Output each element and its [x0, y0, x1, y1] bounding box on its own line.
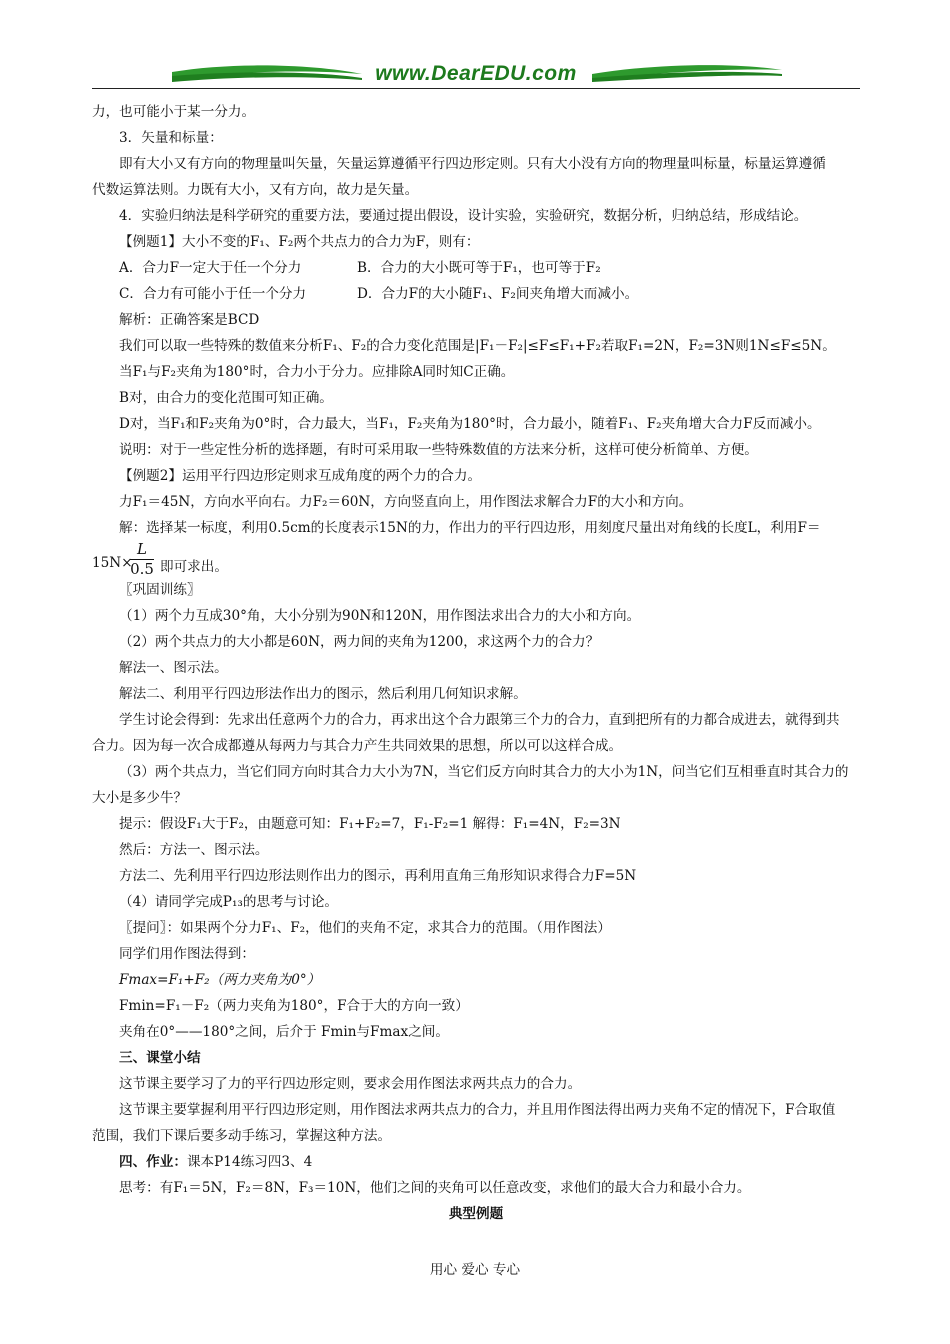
text-line: 〖巩固训练〗: [119, 582, 201, 598]
text-line: 解析：正确答案是BCD: [119, 312, 260, 328]
options-row: [92, 255, 860, 281]
text-line: 大小是多少牛？: [92, 790, 188, 806]
section-heading-homework: 四、作业：: [119, 1154, 187, 1170]
header-divider: [92, 88, 860, 89]
text-line: 解法二、利用平行四边形法作出力的图示，然后利用几何知识求解。: [119, 686, 527, 702]
fraction-denominator: 0.5: [130, 560, 154, 578]
option-d: D．合力F的大小随F₁、F₂间夹角增大而减小。: [357, 286, 639, 302]
text-line: 提示：假设F₁大于F₂，由题意可知：F₁+F₂=7，F₁-F₂=1 解得：F₁=4N，F₂=3N: [119, 816, 621, 832]
site-logo[interactable]: www.DearEDU.com: [375, 62, 577, 85]
typical-examples-heading: 典型例题: [448, 1206, 504, 1222]
page-footer: 用心 爱心 专心: [429, 1262, 521, 1278]
text-line: 当F₁与F₂夹角为180°时，合力小于分力。应排除A同时知C正确。: [119, 364, 515, 380]
text-line: 说明：对于一些定性分析的选择题，有时可采用取一些特殊数值的方法来分析，这样可使分析简单、方便。: [119, 442, 758, 458]
fraction-numerator: L: [137, 540, 147, 558]
text-line: 力F₁＝45N，方向水平向右。力F₂＝60N，方向竖直向上，用作图法求解合力F的大小和方向。: [119, 494, 693, 510]
text-line: 方法二、先利用平行四边形法则作出力的图示，再利用直角三角形知识求得合力F=5N: [119, 868, 637, 884]
formula-fmin: Fmin=F₁－F₂（两力夹角为180°，F合于大的方向一致）: [119, 998, 469, 1014]
text-line: 我们可以取一些特殊的数值来分析F₁、F₂的合力变化范围是|F₁－F₂|≤F≤F₁+F₂若取F₁=2N，F₂=3N则1N≤F≤5N。: [119, 338, 836, 354]
text-line: 力，也可能小于某一分力。: [92, 104, 256, 120]
fraction-line: [92, 541, 860, 577]
text-line: 思考：有F₁＝5N，F₂＝8N，F₃＝10N，他们之间的夹角可以任意改变，求他们的最大合力和最小合力。: [119, 1180, 751, 1196]
options-row: [92, 281, 860, 307]
option-c: C．合力有可能小于任一个分力: [119, 286, 307, 302]
text-line: 然后：方法一、图示法。: [119, 842, 269, 858]
text-line: 即有大小又有方向的物理量叫矢量，矢量运算遵循平行四边形定则。只有大小没有方向的物理量叫标量，标量运算遵循: [119, 156, 826, 172]
formula-fmax: Fmax=F₁+F₂（两力夹角为0°）: [119, 972, 321, 988]
option-a: A．合力F一定大于任一个分力: [119, 260, 302, 276]
site-header: [92, 58, 860, 92]
text-line: 3．矢量和标量：: [119, 130, 223, 146]
document-body: [92, 99, 860, 1227]
example-1-heading: 【例题1】大小不变的F₁、F₂两个共点力的合力为F，则有：: [119, 234, 480, 250]
text-line: （3）两个共点力，当它们同方向时其合力大小为7N，当它们反方向时其合力的大小为1N，问当它们互相垂直时其合力的: [119, 764, 849, 780]
text-line: 这节课主要学习了力的平行四边形定则，要求会用作图法求两共点力的合力。: [119, 1076, 582, 1092]
text-line: 范围，我们下课后要多动手练习，掌握这种方法。: [92, 1128, 392, 1144]
text-line: 〖提问〗：如果两个分力F₁、F₂，他们的夹角不定，求其合力的范围。（用作图法）: [119, 920, 611, 936]
option-b: B．合力的大小既可等于F₁，也可等于F₂: [357, 260, 601, 276]
fraction: [130, 541, 154, 577]
text-line: （4）请同学完成P₁₃的思考与讨论。: [119, 894, 339, 910]
text-line: （1）两个力互成30°角，大小分别为90N和120N，用作图法求出合力的大小和方向。: [119, 608, 641, 624]
text-line: 夹角在0°——180°之间，后介于 Fmin与Fmax之间。: [119, 1024, 449, 1040]
homework-line: [92, 1149, 860, 1175]
text-line: 这节课主要掌握利用平行四边形定则，用作图法求两共点力的合力，并且用作图法得出两力夹角不定的情况下，F合取值: [119, 1102, 836, 1118]
text-line: 学生讨论会得到：先求出任意两个力的合力，再求出这个合力跟第三个力的合力，直到把所有的力都合成进去，就得到共: [119, 712, 840, 728]
homework-text: 课本P14练习四3、4: [186, 1154, 313, 1170]
text-line: 代数运算法则。力既有大小，又有方向，故力是矢量。: [92, 182, 419, 198]
text-line: 4．实验归纳法是科学研究的重要方法，要通过提出假设，设计实验，实验研究，数据分析，归纳总结，形成结论。: [119, 208, 808, 224]
text-line: 解：选择某一标度，利用0.5cm的长度表示15N的力，作出力的平行四边形，用刻度尺量出对角线的长度L，利用F＝: [119, 520, 821, 536]
text-line: 合力。因为每一次合成都遵从每两力与其合力产生共同效果的思想，所以可以这样合成。: [92, 738, 623, 754]
fraction-suffix: 即可求出。: [160, 559, 228, 575]
example-2-heading: 【例题2】运用平行四边形定则求互成角度的两个力的合力。: [119, 468, 482, 484]
section-heading-summary: 三、课堂小结: [119, 1050, 201, 1066]
text-line: B对，由合力的变化范围可知正确。: [119, 390, 333, 406]
fraction-prefix: 15N×: [92, 555, 133, 571]
text-line: （2）两个共点力的大小都是60N，两力间的夹角为1200，求这两个力的合力？: [119, 634, 600, 650]
text-line: 同学们用作图法得到：: [119, 946, 255, 962]
text-line: 解法一、图示法。: [119, 660, 228, 676]
text-line: D对，当F₁和F₂夹角为0°时，合力最大，当F₁，F₂夹角为180°时，合力最小，随着F₁、F₂夹角增大合力F反而减小。: [119, 416, 821, 432]
